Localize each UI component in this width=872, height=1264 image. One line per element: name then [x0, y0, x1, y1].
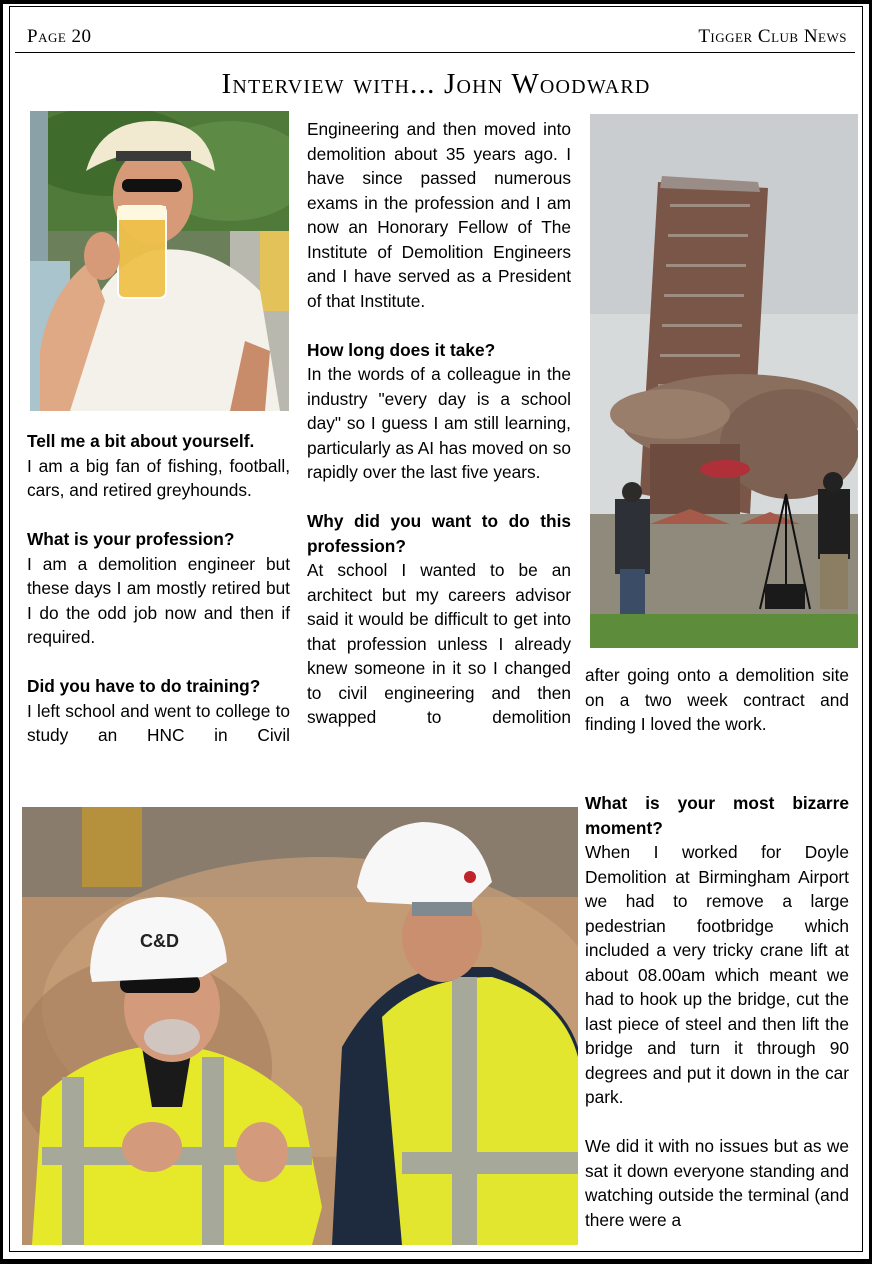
answer-profession: I am a demolition engineer but these days I am mostly retired but I do the odd job now and then if required. [27, 553, 290, 647]
header-divider [15, 52, 855, 53]
question-profession: What is your profession? [27, 529, 235, 549]
answer-bizarre-moment: When I worked for Doyle Demolition at Birmingham Airport we had to remove a large pedestrian footbridge which included a very tricky crane lift at about 08.00am which meant we had to hook up the bridge, cut the last piece of steel and then lift the bridge and turn it through 90 degrees and put it down in the car park. [585, 842, 849, 1107]
article-title: Interview with... John Woodward [221, 68, 651, 100]
page-number: Page 20 [27, 26, 92, 47]
answer-about-yourself: I am a big fan of fishing, football, cars, and retired greyhounds. [27, 455, 290, 500]
column-3 [585, 791, 849, 1232]
portrait-photo [30, 111, 289, 411]
publication-name: Tigger Club News [698, 26, 847, 47]
question-why-profession: Why did you want to do this profession? [307, 511, 571, 556]
column-2 [307, 117, 571, 730]
newsletter-page [3, 4, 869, 1260]
question-bizarre-moment: What is your most bizarre moment? [585, 793, 849, 838]
answer-how-long: In the words of a colleague in the industry "every day is a school day" so I guess I am still learning, particularly as AI has moved on so rapidly over the last five years. [307, 364, 571, 482]
answer-training-part1: I left school and went to college to study an HNC in Civil [27, 700, 290, 745]
page-border-bottom [0, 1259, 872, 1264]
tower-demolition-photo [590, 114, 858, 648]
question-about-yourself: Tell me a bit about yourself. [27, 431, 255, 451]
answer-training-part2: Engineering and then moved into demolition about 35 years ago. I have since passed numerous exams in the profession and I am now an Honorary Fellow of The Institute of Demolition Engineers and I have served as a President of that Institute. [307, 119, 571, 311]
answer-why-profession-part2: after going onto a demolition site on a two week contract and finding I loved the work. [585, 665, 849, 734]
answer-why-profession-part1: At school I wanted to be an architect but my careers advisor said it would be difficult to get into that profession unless I already knew someone in it so I changed to civil engineering and then swapped to demolition [307, 560, 571, 727]
workers-photo [22, 807, 578, 1245]
question-training: Did you have to do training? [27, 676, 261, 696]
column-3-continuation [585, 663, 849, 737]
helmet-logo: C&D [140, 931, 179, 951]
question-how-long: How long does it take? [307, 339, 496, 360]
column-1 [27, 429, 290, 748]
answer-bizarre-moment-continued: We did it with no issues but as we sat it down everyone standing and watching outside the terminal (and there were a [585, 1136, 849, 1230]
